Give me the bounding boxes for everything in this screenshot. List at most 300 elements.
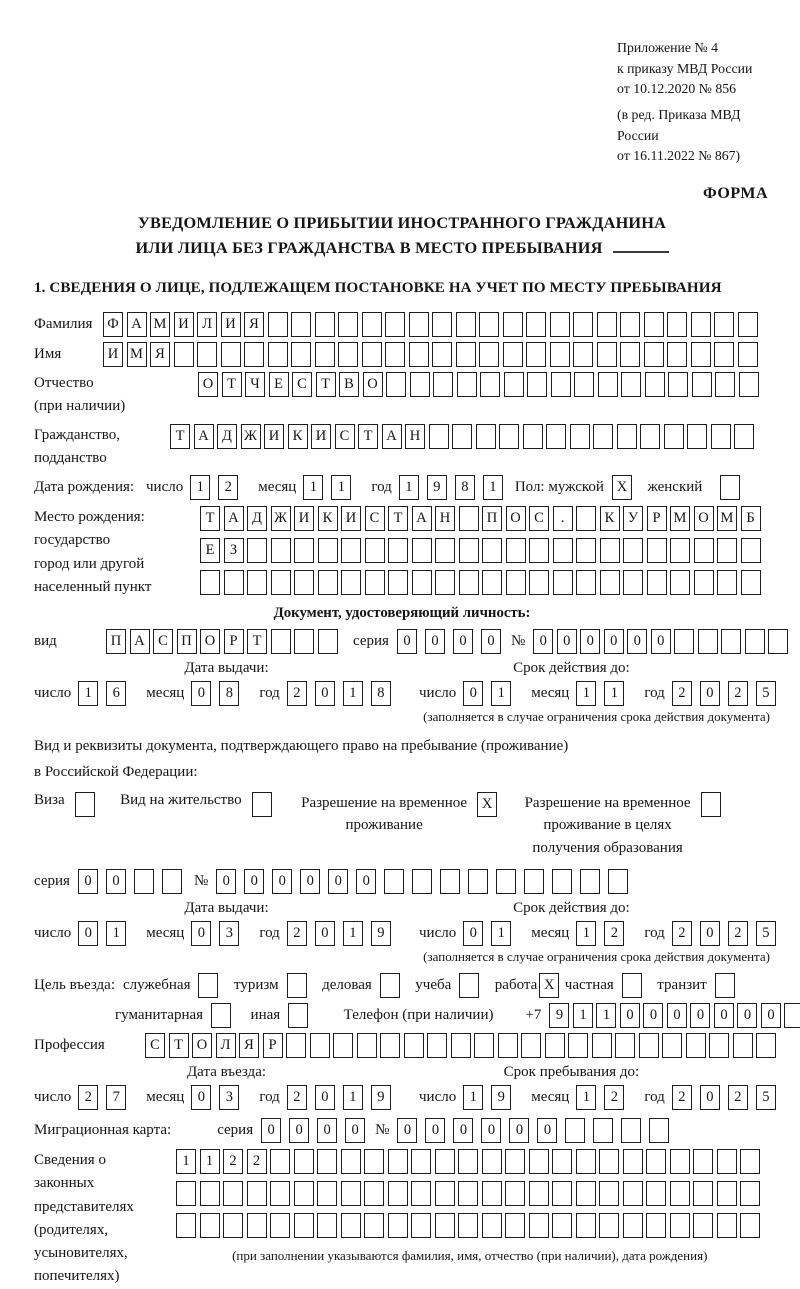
char-box: [200, 570, 220, 595]
section1-heading: 1. СВЕДЕНИЯ О ЛИЦЕ, ПОДЛЕЖАЩЕМ ПОСТАНОВКЕ НА УЧЕТ ПО МЕСТУ ПРЕБЫВАНИЯ: [34, 280, 722, 296]
char-box: [247, 570, 267, 595]
field-entry-purpose: [34, 973, 770, 998]
char-box: Ж: [241, 424, 261, 449]
visa-label: Виза: [34, 791, 65, 808]
doc-issue-label: Дата выдачи:: [184, 660, 269, 676]
char-box: [647, 570, 667, 595]
guardians-boxes-block: [176, 1149, 764, 1264]
char-box: 9: [371, 921, 391, 946]
char-box: Я: [239, 1033, 259, 1058]
doc-issue-block: [34, 660, 419, 706]
char-box: У: [623, 506, 643, 531]
char-box: [197, 342, 217, 367]
char-box: [573, 342, 593, 367]
char-box: .: [553, 506, 573, 531]
sex-male-label: Пол: мужской: [514, 479, 604, 495]
char-box: 0: [690, 1003, 710, 1028]
doc-series-label: серия: [353, 633, 389, 649]
char-box: 1: [491, 681, 511, 706]
char-box: Т: [222, 372, 242, 397]
char-box: [432, 312, 452, 337]
char-box: М: [150, 312, 170, 337]
migration-series-boxes: [261, 1118, 373, 1143]
char-box: [597, 312, 617, 337]
char-box: 0: [191, 1085, 211, 1110]
guardians-label-line: усыновителях,: [34, 1245, 128, 1261]
stay-year-boxes: [672, 1085, 784, 1110]
char-box: 2: [78, 1085, 98, 1110]
char-box: [620, 312, 640, 337]
char-box: [459, 506, 479, 531]
char-box: А: [130, 629, 150, 654]
char-box: [134, 869, 154, 894]
char-box: 2: [728, 1085, 748, 1110]
char-box: Н: [435, 506, 455, 531]
birth-place-row1: [200, 506, 764, 531]
entry-day-boxes: [78, 1085, 134, 1110]
citizenship-label-line2: подданство: [34, 449, 107, 466]
char-box: [698, 629, 718, 654]
annex-amend-line: от 16.11.2022 № 867): [617, 148, 741, 164]
char-box: [294, 538, 314, 563]
char-box: 0: [106, 869, 126, 894]
char-box: 0: [604, 629, 624, 654]
field-birth-date: [34, 475, 770, 500]
char-box: [592, 1033, 612, 1058]
purpose-humanitarian-label: гуманитарная: [115, 1007, 204, 1023]
char-box: [244, 342, 264, 367]
month-label: месяц: [531, 1089, 570, 1105]
char-box: 1: [176, 1149, 196, 1174]
stay-day-boxes: [463, 1085, 519, 1110]
guardians-note: (при заполнении указываются фамилия, имя, отчество (при наличии), дата рождения): [232, 1248, 708, 1263]
char-box: [364, 1213, 384, 1238]
char-box: 1: [399, 475, 419, 500]
permit-issue-year-boxes: [287, 921, 399, 946]
char-box: 1: [604, 681, 624, 706]
char-box: 0: [289, 1118, 309, 1143]
migration-number-label: №: [375, 1122, 390, 1138]
char-box: [617, 424, 637, 449]
char-box: [599, 1149, 619, 1174]
char-box: 0: [557, 629, 577, 654]
char-box: [645, 372, 665, 397]
guardians-label-line: представителях: [34, 1198, 134, 1215]
field-citizenship: [34, 424, 770, 471]
char-box: К: [288, 424, 308, 449]
char-box: [341, 1181, 361, 1206]
char-box: 1: [491, 921, 511, 946]
char-box: 0: [272, 869, 292, 894]
char-box: 2: [728, 681, 748, 706]
char-box: 0: [397, 629, 417, 654]
char-box: [623, 1149, 643, 1174]
char-box: О: [198, 372, 218, 397]
char-box: 2: [672, 921, 692, 946]
year-label: год: [371, 479, 392, 495]
permit-valid-line: [419, 921, 784, 946]
doc-valid-block: [419, 660, 784, 706]
month-label: месяц: [531, 925, 570, 941]
char-box: [714, 312, 734, 337]
char-box: М: [670, 506, 690, 531]
sex-male-checkbox: [612, 475, 636, 500]
birth-place-label: [34, 506, 200, 599]
edu-permit-label-line1: Разрешение на временное: [524, 794, 691, 811]
char-box: [597, 342, 617, 367]
char-box: С: [292, 372, 312, 397]
char-box: 0: [244, 869, 264, 894]
char-box: Ж: [271, 506, 291, 531]
char-box: [433, 372, 453, 397]
char-box: П: [482, 506, 502, 531]
char-box: [480, 372, 500, 397]
char-box: 2: [672, 1085, 692, 1110]
char-box: [640, 424, 660, 449]
char-box: С: [153, 629, 173, 654]
char-box: О: [192, 1033, 212, 1058]
char-box: [270, 1149, 290, 1174]
entry-year-boxes: [287, 1085, 399, 1110]
form-title-line2-wrap: [34, 236, 770, 260]
char-box: 0: [643, 1003, 663, 1028]
birth-date-line: [146, 475, 511, 500]
char-box: [545, 1033, 565, 1058]
char-box: [362, 312, 382, 337]
char-box: [768, 629, 788, 654]
char-box: О: [694, 506, 714, 531]
profession-label: Профессия: [34, 1037, 105, 1053]
char-box: Н: [405, 424, 425, 449]
char-box: 1: [576, 681, 596, 706]
char-box: Т: [358, 424, 378, 449]
profession-boxes: [145, 1033, 780, 1058]
permit-valid-month-boxes: [576, 921, 632, 946]
char-box: И: [264, 424, 284, 449]
blank-underline: [613, 251, 669, 253]
birth-date-label: Дата рождения:: [34, 479, 135, 495]
char-box: 0: [651, 629, 671, 654]
char-box: 0: [761, 1003, 781, 1028]
char-box: Д: [217, 424, 237, 449]
purpose-transit-checkbox: [715, 973, 739, 998]
doc-valid-label: Срок действия до:: [513, 660, 630, 676]
birth-month-boxes: [303, 475, 359, 500]
char-box: [411, 1213, 431, 1238]
char-box: [223, 1213, 243, 1238]
char-box: [271, 570, 291, 595]
temp-permit-checkbox: [477, 792, 501, 817]
char-box: [615, 1033, 635, 1058]
char-box: [745, 629, 765, 654]
char-box: 0: [700, 1085, 720, 1110]
char-box: [271, 629, 291, 654]
purpose-label: Цель въезда:: [34, 977, 115, 993]
edu-permit-label-line2: проживание в целях: [543, 817, 672, 833]
char-box: [409, 312, 429, 337]
entry-date-line: [34, 1085, 419, 1110]
char-box: [270, 1181, 290, 1206]
char-box: 0: [315, 1085, 335, 1110]
char-box: 2: [223, 1149, 243, 1174]
permit-series-boxes: [78, 869, 190, 894]
char-box: [738, 312, 758, 337]
char-box: [734, 424, 754, 449]
stay-until-block: [419, 1064, 784, 1110]
purpose-business-checkbox: [380, 973, 404, 998]
char-box: [409, 342, 429, 367]
purpose-tourism-checkbox: [287, 973, 311, 998]
char-box: [717, 538, 737, 563]
char-box: Е: [269, 372, 289, 397]
doc-series-boxes: [397, 629, 509, 654]
char-box: [670, 1181, 690, 1206]
char-box: 0: [356, 869, 376, 894]
char-box: [576, 538, 596, 563]
char-box: [287, 973, 307, 998]
char-box: [738, 342, 758, 367]
char-box: [294, 1149, 314, 1174]
doc-kind-label: вид: [34, 633, 57, 649]
char-box: [496, 869, 516, 894]
permit-valid-day-boxes: [463, 921, 519, 946]
char-box: [362, 342, 382, 367]
field-birth-place: [34, 506, 770, 602]
char-box: [693, 1149, 713, 1174]
char-box: [268, 312, 288, 337]
char-box: [412, 538, 432, 563]
char-box: [576, 506, 596, 531]
char-box: М: [127, 342, 147, 367]
char-box: [458, 1181, 478, 1206]
purpose-humanitarian-checkbox: [211, 1003, 235, 1028]
char-box: [198, 973, 218, 998]
char-box: [384, 869, 404, 894]
phone-prefix: +7: [525, 1007, 542, 1023]
char-box: [388, 570, 408, 595]
char-box: 0: [714, 1003, 734, 1028]
char-box: [701, 792, 721, 817]
guardians-row1: [176, 1149, 764, 1174]
char-box: Т: [316, 372, 336, 397]
char-box: [526, 342, 546, 367]
char-box: 0: [667, 1003, 687, 1028]
char-box: И: [174, 312, 194, 337]
birth-day-boxes: [190, 475, 246, 500]
char-box: [388, 538, 408, 563]
char-box: Ф: [103, 312, 123, 337]
char-box: [621, 372, 641, 397]
char-box: Д: [247, 506, 267, 531]
char-box: С: [365, 506, 385, 531]
char-box: 0: [620, 1003, 640, 1028]
char-box: [318, 629, 338, 654]
char-box: И: [294, 506, 314, 531]
char-box: 2: [287, 1085, 307, 1110]
birth-place-label-line3: город или другой: [34, 555, 145, 572]
char-box: [568, 1033, 588, 1058]
stay-until-label: Срок пребывания до:: [503, 1064, 640, 1080]
char-box: О: [200, 629, 220, 654]
char-box: [521, 1033, 541, 1058]
purpose-study-label: учеба: [415, 977, 452, 993]
purpose-study-checkbox: [459, 973, 483, 998]
char-box: 8: [455, 475, 475, 500]
char-box: [456, 312, 476, 337]
char-box: [476, 424, 496, 449]
migration-series-label: серия: [217, 1122, 254, 1138]
char-box: [479, 342, 499, 367]
permit-issue-label: Дата выдачи:: [184, 900, 269, 916]
char-box: [741, 570, 761, 595]
char-box: [310, 1033, 330, 1058]
purpose-other-label: иная: [250, 1007, 281, 1023]
char-box: 3: [219, 921, 239, 946]
char-box: [505, 1181, 525, 1206]
char-box: [412, 570, 432, 595]
annex-line: от 10.12.2020 № 856: [617, 81, 737, 97]
char-box: [341, 538, 361, 563]
char-box: [622, 973, 642, 998]
char-box: 7: [106, 1085, 126, 1110]
char-box: 2: [247, 1149, 267, 1174]
form-title-line2: ИЛИ ЛИЦА БЕЗ ГРАЖДАНСТВА В МЕСТО ПРЕБЫВАНИЯ: [135, 237, 603, 257]
sex-female-checkbox: [720, 475, 744, 500]
guardians-label-line: (родителях,: [34, 1221, 109, 1238]
char-box: [715, 973, 735, 998]
char-box: И: [341, 506, 361, 531]
sex-female-label: женский: [647, 479, 703, 495]
char-box: А: [127, 312, 147, 337]
char-box: [668, 372, 688, 397]
char-box: [503, 312, 523, 337]
char-box: [593, 424, 613, 449]
field-permit-series: [34, 869, 770, 894]
char-box: И: [103, 342, 123, 367]
patronymic-label-line2: (при наличии): [34, 398, 126, 415]
char-box: 0: [627, 629, 647, 654]
char-box: [623, 1213, 643, 1238]
char-box: [247, 1213, 267, 1238]
char-box: [459, 538, 479, 563]
char-box: Я: [150, 342, 170, 367]
char-box: [529, 1213, 549, 1238]
char-box: [647, 538, 667, 563]
char-box: [174, 342, 194, 367]
char-box: [580, 869, 600, 894]
char-box: 2: [287, 681, 307, 706]
char-box: [686, 1033, 706, 1058]
char-box: [646, 1181, 666, 1206]
char-box: [456, 342, 476, 367]
char-box: 5: [756, 1085, 776, 1110]
char-box: 1: [576, 921, 596, 946]
char-box: [291, 312, 311, 337]
char-box: [176, 1213, 196, 1238]
char-box: [270, 1213, 290, 1238]
char-box: [451, 1033, 471, 1058]
char-box: [756, 1033, 776, 1058]
char-box: [459, 973, 479, 998]
identity-doc-heading: Документ, удостоверяющий личность:: [273, 605, 531, 621]
char-box: [693, 1213, 713, 1238]
permit-dates: [34, 900, 770, 946]
char-box: А: [412, 506, 432, 531]
char-box: [576, 570, 596, 595]
char-box: [380, 1033, 400, 1058]
char-box: Р: [263, 1033, 283, 1058]
char-box: [524, 869, 544, 894]
char-box: 1: [331, 475, 351, 500]
char-box: [318, 538, 338, 563]
char-box: [338, 312, 358, 337]
char-box: И: [311, 424, 331, 449]
char-box: [691, 312, 711, 337]
purpose-official-checkbox: [198, 973, 222, 998]
char-box: С: [529, 506, 549, 531]
char-box: [294, 629, 314, 654]
patronymic-boxes: [198, 372, 762, 397]
form-title: [34, 211, 770, 260]
char-box: А: [224, 506, 244, 531]
char-box: [333, 1033, 353, 1058]
sex-segment: [515, 475, 744, 500]
char-box: [621, 1118, 641, 1143]
doc-valid-day-boxes: [463, 681, 519, 706]
residence-permit-label: Вид на жительство: [120, 791, 242, 808]
guardians-label-line: Сведения о: [34, 1152, 106, 1168]
char-box: 0: [317, 1118, 337, 1143]
year-label: год: [644, 685, 665, 701]
permit-number-boxes: [216, 869, 636, 894]
citizenship-label: [34, 424, 170, 471]
doc-issue-month-boxes: [191, 681, 247, 706]
day-label: число: [34, 925, 72, 941]
char-box: [200, 1181, 220, 1206]
day-label: число: [34, 685, 72, 701]
char-box: 0: [425, 629, 445, 654]
char-box: [504, 372, 524, 397]
doc-number-label: №: [510, 633, 526, 649]
month-label: месяц: [531, 685, 570, 701]
surname-boxes: [103, 312, 761, 337]
annex-block: [617, 38, 770, 167]
char-box: О: [506, 506, 526, 531]
char-box: [247, 1181, 267, 1206]
char-box: [380, 973, 400, 998]
char-box: [318, 570, 338, 595]
char-box: [482, 570, 502, 595]
char-box: 1: [303, 475, 323, 500]
char-box: 1: [343, 681, 363, 706]
char-box: 0: [191, 681, 211, 706]
char-box: 0: [453, 1118, 473, 1143]
char-box: [709, 1033, 729, 1058]
month-label: месяц: [146, 1089, 185, 1105]
char-box: [784, 1003, 800, 1028]
char-box: [435, 1149, 455, 1174]
char-box: [458, 1213, 478, 1238]
purpose-private-label: частная: [564, 977, 614, 993]
birth-place-row3: [200, 570, 764, 595]
char-box: 1: [200, 1149, 220, 1174]
char-box: [341, 1213, 361, 1238]
char-box: Т: [169, 1033, 189, 1058]
char-box: 1: [596, 1003, 616, 1028]
char-box: [576, 1213, 596, 1238]
char-box: [294, 570, 314, 595]
char-box: [546, 424, 566, 449]
